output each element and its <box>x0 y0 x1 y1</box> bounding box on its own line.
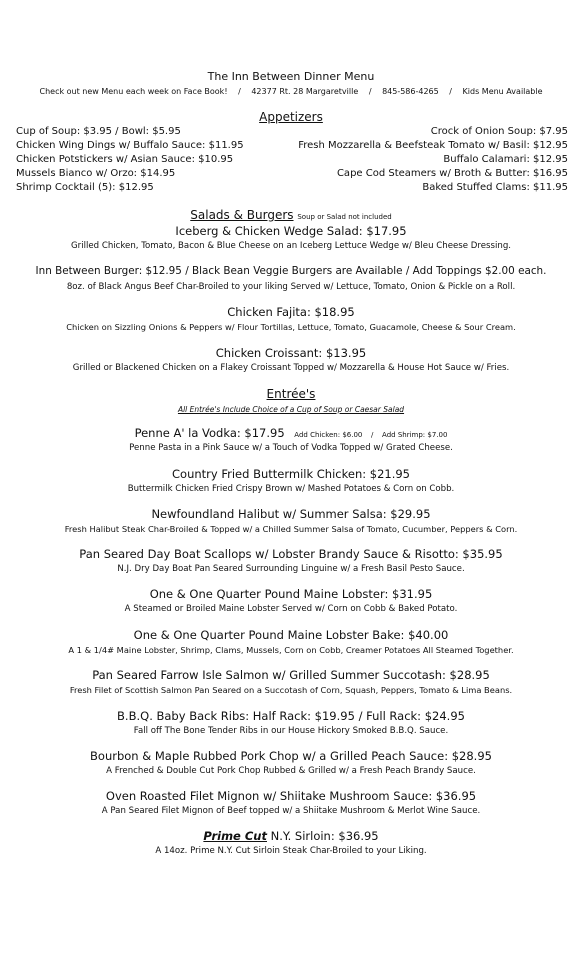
appetizer-item: Cape Cod Steamers w/ Broth & Butter: $16.95 <box>336 168 568 179</box>
salads-heading-line <box>0 208 582 222</box>
menu-item-name: Oven Roasted Filet Mignon w/ Shiitake Mushroom Sauce: $36.95 <box>105 789 477 803</box>
menu-item-desc: A 14oz. Prime N.Y. Cut Sirloin Steak Char-Broiled to your Liking. <box>155 846 427 856</box>
facebook-note: Check out new Menu each week on Face Book! <box>39 87 228 96</box>
appetizer-item: Baked Stuffed Clams: $11.95 <box>422 182 568 193</box>
menu-item-name: Chicken Croissant: $13.95 <box>215 346 367 360</box>
menu-item-name: Iceberg & Chicken Wedge Salad: $17.95 <box>175 224 407 238</box>
menu-item-desc: A Pan Seared Filet Mignon of Beef topped w/ a Shiitake Mushroom & Merlot Wine Sauce. <box>101 806 481 816</box>
menu-item-name: Pan Seared Day Boat Scallops w/ Lobster Brandy Sauce & Risotto: $35.95 <box>79 547 503 561</box>
menu-item-desc: Fresh Halibut Steak Char-Broiled & Topped w/ a Chilled Summer Salsa of Tomato, Cucumber, Peppers & Corn. <box>64 524 518 534</box>
entrees-note: All Entrée's Include Choice of a Cup of Soup or Caesar Salad <box>177 405 405 414</box>
appetizer-item: Cup of Soup: $3.95 / Bowl: $5.95 <box>16 126 181 137</box>
menu-item-name: Bourbon & Maple Rubbed Pork Chop w/ a Grilled Peach Sauce: $28.95 <box>90 749 492 763</box>
menu-item-desc: A Steamed or Broiled Maine Lobster Served w/ Corn on Cobb & Baked Potato. <box>124 604 458 614</box>
menu-item-desc: N.J. Dry Day Boat Pan Seared Surrounding Linguine w/ a Fresh Basil Pesto Sauce. <box>117 564 465 574</box>
menu-item-desc: Fall off The Bone Tender Ribs in our House Hickory Smoked B.B.Q. Sauce. <box>133 726 449 736</box>
salads-note: Soup or Salad not included <box>297 213 392 221</box>
menu-item-desc: Chicken on Sizzling Onions & Peppers w/ Flour Tortillas, Lettuce, Tomato, Guacamole, Cheese & Sour Cream. <box>66 322 516 332</box>
appetizer-item: Buffalo Calamari: $12.95 <box>443 154 568 165</box>
entrees-heading: Entrée's <box>266 387 316 401</box>
phone: 845-586-4265 <box>382 87 439 96</box>
appetizer-item: Chicken Wing Dings w/ Buffalo Sauce: $11.95 <box>16 140 244 151</box>
appetizer-item: Shrimp Cocktail (5): $12.95 <box>16 182 154 193</box>
appetizer-row <box>16 182 568 196</box>
appetizer-item: Chicken Potstickers w/ Asian Sauce: $10.95 <box>16 154 234 165</box>
kids-menu-note: Kids Menu Available <box>462 87 543 96</box>
menu-item-name: B.B.Q. Baby Back Ribs: Half Rack: $19.95 / Full Rack: $24.95 <box>117 709 465 723</box>
menu-item-desc: 8oz. of Black Angus Beef Char-Broiled to your liking Served w/ Lettuce, Tomato, Onion & Pickle on a Roll. <box>66 282 516 292</box>
menu-item-desc: Buttermilk Chicken Fried Crispy Brown w/ Mashed Potatoes & Corn on Cobb. <box>127 484 455 494</box>
appetizer-row <box>16 168 568 182</box>
appetizer-item: Crock of Onion Soup: $7.95 <box>430 126 568 137</box>
menu-item-name: Chicken Fajita: $18.95 <box>227 305 355 319</box>
appetizer-row <box>16 126 568 140</box>
menu-title: The Inn Between Dinner Menu <box>207 70 375 83</box>
menu-item-desc: A 1 & 1/4# Maine Lobster, Shrimp, Clams, Mussels, Corn on Cobb, Creamer Potatoes All Steamed Together. <box>68 645 514 655</box>
menu-item-name: Penne A' la Vodka: $17.95 <box>134 426 285 440</box>
prime-cut-label: Prime Cut <box>203 829 267 843</box>
separator: / <box>449 87 452 96</box>
menu-item-desc: Fresh Filet of Scottish Salmon Pan Seared on a Succotash of Corn, Squash, Peppers, Tomato & Lima Beans. <box>69 685 513 695</box>
menu-item-name: N.Y. Sirloin: $36.95 <box>266 829 379 843</box>
appetizer-row <box>16 154 568 168</box>
menu-item-name-line <box>0 426 582 440</box>
appetizer-item: Mussels Bianco w/ Orzo: $14.95 <box>16 168 176 179</box>
menu-item-name: Pan Seared Farrow Isle Salmon w/ Grilled Summer Succotash: $28.95 <box>92 668 490 682</box>
separator: / <box>368 87 372 96</box>
add-shrimp: Add Shrimp: $7.00 <box>382 431 448 439</box>
appetizer-row <box>16 140 568 154</box>
menu-item-desc: Grilled or Blackened Chicken on a Flakey Croissant Topped w/ Mozzarella & House Hot Sauce w/ Fries. <box>72 363 510 373</box>
separator: / <box>238 87 241 96</box>
add-chicken: Add Chicken: $6.00 <box>294 431 363 439</box>
appetizer-item: Fresh Mozzarella & Beefsteak Tomato w/ Basil: $12.95 <box>298 140 568 151</box>
menu-item-name: Inn Between Burger: $12.95 / Black Bean Veggie Burgers are Available / Add Toppings $2.00 each. <box>35 265 547 277</box>
menu-item-name: One & One Quarter Pound Maine Lobster Bake: $40.00 <box>133 628 449 642</box>
salads-heading: Salads & Burgers <box>190 208 294 222</box>
address: 42377 Rt. 28 Margaretville <box>251 87 359 96</box>
menu-item-desc: A Frenched & Double Cut Pork Chop Rubbed & Grilled w/ a Fresh Peach Brandy Sauce. <box>106 766 476 776</box>
appetizers-heading: Appetizers <box>259 110 323 124</box>
menu-item-desc: Penne Pasta in a Pink Sauce w/ a Touch of Vodka Topped w/ Grated Cheese. <box>129 443 453 453</box>
menu-item-name: One & One Quarter Pound Maine Lobster: $31.95 <box>149 587 433 601</box>
menu-item-name-line <box>0 829 582 843</box>
menu-subtitle <box>0 87 582 96</box>
menu-item-name: Country Fried Buttermilk Chicken: $21.95 <box>172 467 410 481</box>
separator: / <box>371 431 374 439</box>
menu-item-name: Newfoundland Halibut w/ Summer Salsa: $29.95 <box>151 507 431 521</box>
menu-item-desc: Grilled Chicken, Tomato, Bacon & Blue Cheese on an Iceberg Lettuce Wedge w/ Bleu Cheese Dressing. <box>71 241 511 251</box>
